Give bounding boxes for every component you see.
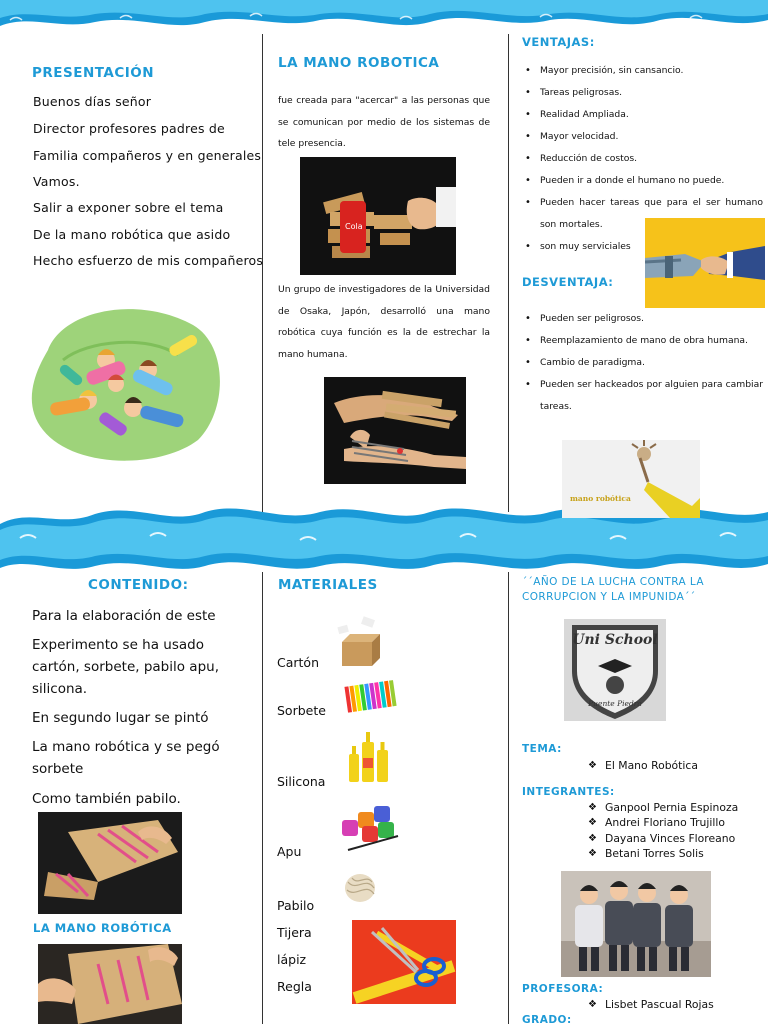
cardboard-robotic-hand-image (300, 157, 456, 275)
tema-list (588, 758, 758, 773)
glue-bottles-image (345, 730, 393, 786)
integrantes-list (588, 800, 763, 861)
materiales-title: MATERIALES (278, 577, 378, 593)
image-credit-strip (352, 1004, 456, 1010)
material-label: Pabilo (277, 898, 315, 913)
material-label: Silicona (277, 774, 326, 789)
scissors-ruler-drawing (352, 920, 456, 1004)
contenido-line: Experimento se ha usado cartón, sorbete, pabilo apu, silicona. (32, 637, 219, 697)
cardboard-box-image (330, 612, 392, 670)
material-label: Sorbete (277, 703, 326, 718)
mano-paragraph-1: fue creada para "acercar" a las personas que se comunican por medio de los sistemas de tele presencia. (278, 95, 490, 149)
ventajas-item: • Pueden ir a donde el humano no puede. (522, 170, 763, 192)
ventajas-item: • Pueden hacer tareas que para el ser humano son mortales. (522, 192, 763, 236)
divider-bottom-right (508, 572, 509, 1024)
material-label: Apu (277, 844, 302, 859)
presentacion-line: Director profesores padres de (33, 121, 225, 136)
presentacion-line: Salir a exponer sobre el tema (33, 200, 224, 215)
ventajas-item: • son muy serviciales (522, 236, 640, 258)
robotic-hand-caption: mano robótica (570, 494, 631, 503)
ventajas-item: • Reducción de costos. (522, 148, 763, 170)
profesora-name: ❖ Lisbet Pascual Rojas (588, 997, 758, 1012)
mano-title: LA MANO ROBOTICA (278, 55, 440, 71)
ventajas-item: • Mayor velocidad. (522, 126, 763, 148)
contenido-title: CONTENIDO: (88, 577, 189, 593)
robotic-arm-drawing (562, 440, 700, 518)
contenido-line: Como también pabilo. (32, 791, 181, 807)
robotic-hand-arm-image (562, 440, 700, 518)
ventajas-title: VENTAJAS: (522, 35, 595, 49)
material-label: Cartón (277, 655, 319, 670)
desventaja-item: • Pueden ser hackeados por alguien para cambiar tareas. (522, 374, 763, 418)
cardboard-hand-build-image (38, 812, 182, 914)
integrante-item: ❖ Dayana Vinces Floreano (588, 831, 763, 846)
integrante-item: ❖ Betani Torres Solis (588, 846, 763, 861)
svg-text:Cola: Cola (345, 222, 363, 231)
presentacion-line: Familia compañeros y en generales (33, 148, 262, 163)
mano-paragraph-2: Un grupo de investigadores de la Universidad de Osaka, Japón, desarrolló una mano robótica cuya función es la de estrechar la mano humana. (278, 284, 490, 360)
contenido-line: En segundo lugar se pintó (32, 710, 209, 726)
ventajas-item: • Mayor precisión, sin cansancio. (522, 60, 763, 82)
profesora-list (588, 997, 758, 1012)
presentacion-line: Buenos días señor (33, 94, 152, 109)
top-water-wave (0, 0, 768, 40)
ventajas-item: • Realidad Ampliada. (522, 104, 763, 126)
scissors-ruler-image (352, 920, 456, 1010)
material-label: Regla (277, 979, 312, 994)
string-ball-image (340, 866, 380, 910)
contenido-line: Para la elaboración de este (32, 608, 216, 624)
robot-handshake-image (645, 218, 765, 308)
straws-image (344, 677, 402, 715)
cardboard-hand-closeup-image (38, 944, 182, 1024)
integrantes-label: INTEGRANTES: (522, 786, 615, 798)
divider-top-right (508, 34, 509, 512)
desventaja-title: DESVENTAJA: (522, 275, 614, 289)
material-label: Tijera (277, 925, 312, 940)
divider-bottom-left (262, 572, 263, 1024)
grado-label: GRADO: (522, 1014, 572, 1026)
profesora-label: PROFESORA: (522, 983, 604, 995)
students-group-photo (561, 871, 711, 977)
year-title: ´´AÑO DE LA LUCHA CONTRA LA CORRUPCION Y LA IMPUNIDA´´ (522, 576, 704, 603)
school-logo-name: Uni School (572, 632, 658, 648)
children-illustration (28, 300, 226, 464)
presentacion-line: De la mano robótica que asido (33, 227, 231, 242)
integrante-item: ❖ Ganpool Pernia Espinoza (588, 800, 763, 815)
paint-pots-image (328, 798, 404, 854)
divider-top-left (262, 34, 263, 512)
contenido-line: La mano robótica y se pegó sorbete (32, 739, 220, 777)
integrante-item: ❖ Andrei Floriano Trujillo (588, 815, 763, 830)
desventaja-item: • Cambio de paradigma. (522, 352, 763, 374)
school-logo-sub: Puente Piedra (588, 699, 642, 708)
contenido-subtitle: LA MANO ROBÓTICA (33, 921, 172, 935)
presentacion-title: PRESENTACIÓN (32, 65, 155, 81)
tema-label: TEMA: (522, 743, 562, 755)
presentacion-line: Hecho esfuerzo de mis compañeros (33, 253, 264, 268)
desventaja-item: • Pueden ser peligrosos. (522, 308, 763, 330)
ventajas-item: • Tareas peligrosas. (522, 82, 763, 104)
tema-value: ❖ El Mano Robótica (588, 758, 758, 773)
presentacion-line: Vamos. (33, 174, 80, 189)
school-logo (564, 619, 666, 721)
material-label: lápiz (277, 952, 307, 967)
desventaja-list (522, 308, 763, 418)
desventaja-item: • Reemplazamiento de mano de obra humana. (522, 330, 763, 352)
cardboard-hand-exoskeleton-image (324, 377, 466, 484)
